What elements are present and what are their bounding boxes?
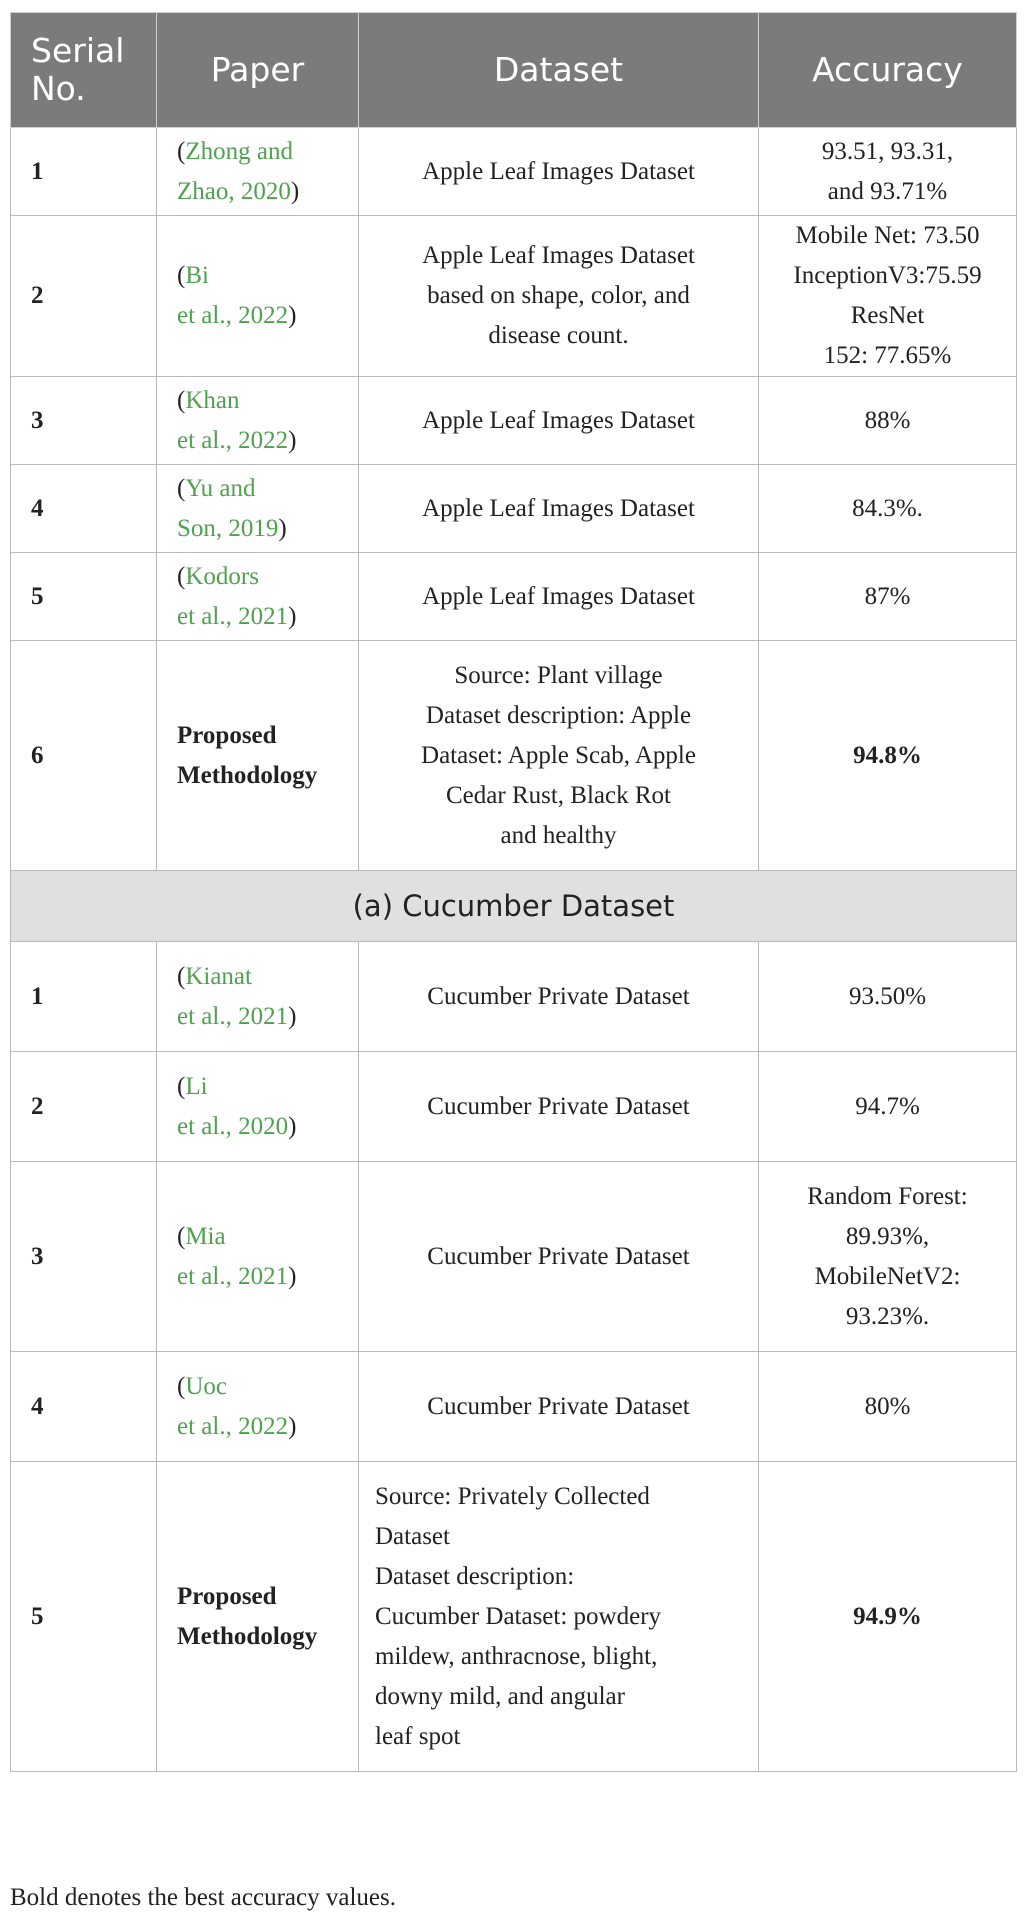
comparison-table-container <box>10 12 1016 1772</box>
dataset-cell: Apple Leaf Images Dataset <box>359 553 759 641</box>
citation-link[interactable]: et al., 2022 <box>177 1412 289 1440</box>
citation-link[interactable]: et al., 2020 <box>177 1112 289 1140</box>
citation-link[interactable]: Li <box>185 1072 208 1100</box>
section-row <box>11 871 1017 942</box>
accuracy-cell: Mobile Net: 73.50 InceptionV3:75.59 ResNet 152: 77.65% <box>759 216 1017 377</box>
table-row <box>11 128 1017 216</box>
citation-link[interactable]: Kianat <box>185 962 252 990</box>
table-row <box>11 1462 1017 1772</box>
serial-cell: 4 <box>11 1352 157 1462</box>
dataset-cell: Apple Leaf Images Dataset based on shape, color, and disease count. <box>359 216 759 377</box>
citation-link[interactable]: et al., 2021 <box>177 1262 289 1290</box>
paper-cell: Proposed Methodology <box>157 1462 359 1772</box>
dataset-cell: Apple Leaf Images Dataset <box>359 465 759 553</box>
accuracy-cell: 94.7% <box>759 1052 1017 1162</box>
accuracy-cell: 87% <box>759 553 1017 641</box>
paper-cell: (Kianat et al., 2021) <box>157 942 359 1052</box>
table-row <box>11 465 1017 553</box>
dataset-cell: Apple Leaf Images Dataset <box>359 128 759 216</box>
table-row <box>11 641 1017 871</box>
accuracy-cell: 84.3%. <box>759 465 1017 553</box>
serial-cell: 2 <box>11 1052 157 1162</box>
serial-cell: 1 <box>11 942 157 1052</box>
table-row <box>11 1352 1017 1462</box>
dataset-cell: Cucumber Private Dataset <box>359 1052 759 1162</box>
accuracy-cell: 93.50% <box>759 942 1017 1052</box>
table-row <box>11 377 1017 465</box>
accuracy-cell-best: 94.8% <box>759 641 1017 871</box>
citation-link[interactable]: Bi <box>185 262 209 289</box>
citation-link[interactable]: Zhao, 2020 <box>177 177 291 205</box>
accuracy-cell: 88% <box>759 377 1017 465</box>
header-serial-line1: Serial <box>31 31 125 70</box>
header-serial-line2: No. <box>31 69 86 108</box>
serial-cell: 5 <box>11 553 157 641</box>
dataset-cell: Source: Plant village Dataset description: Apple Dataset: Apple Scab, Apple Cedar Rust, Black Rot and healthy <box>359 641 759 871</box>
header-dataset: Dataset <box>359 13 759 128</box>
header-paper: Paper <box>157 13 359 128</box>
accuracy-cell-best: 94.9% <box>759 1462 1017 1772</box>
paper-cell: (Mia et al., 2021) <box>157 1162 359 1352</box>
serial-cell: 2 <box>11 216 157 377</box>
serial-cell: 3 <box>11 1162 157 1352</box>
citation-link[interactable]: Son, 2019 <box>177 514 279 542</box>
table-row <box>11 1052 1017 1162</box>
citation-link[interactable]: Uoc <box>185 1372 227 1400</box>
header-serial <box>11 13 157 128</box>
serial-cell: 5 <box>11 1462 157 1772</box>
table-row <box>11 1162 1017 1352</box>
paper-cell: Proposed Methodology <box>157 641 359 871</box>
paper-cell: (Uoc et al., 2022) <box>157 1352 359 1462</box>
citation-link[interactable]: Yu and <box>185 474 256 502</box>
serial-cell: 3 <box>11 377 157 465</box>
table-footnote: Bold denotes the best accuracy values. <box>10 1884 396 1911</box>
serial-cell: 1 <box>11 128 157 216</box>
citation-link[interactable]: et al., 2022 <box>177 426 289 454</box>
section-title: (a) Cucumber Dataset <box>11 871 1017 942</box>
serial-cell: 6 <box>11 641 157 871</box>
serial-cell: 4 <box>11 465 157 553</box>
citation-link[interactable]: Kodors <box>185 562 259 590</box>
dataset-cell: Cucumber Private Dataset <box>359 942 759 1052</box>
dataset-cell: Apple Leaf Images Dataset <box>359 377 759 465</box>
table-row <box>11 216 1017 377</box>
dataset-cell: Cucumber Private Dataset <box>359 1162 759 1352</box>
paper-cell: (Kodors et al., 2021) <box>157 553 359 641</box>
header-row <box>11 13 1017 128</box>
dataset-cell: Source: Privately Collected Dataset Dataset description: Cucumber Dataset: powdery mildew, anthracnose, blight, downy mild, and angular leaf spot <box>359 1462 759 1772</box>
table-row <box>11 553 1017 641</box>
comparison-table <box>10 12 1017 1772</box>
citation-link[interactable]: et al., 2021 <box>177 1002 289 1030</box>
accuracy-cell: 80% <box>759 1352 1017 1462</box>
citation-link[interactable]: Mia <box>185 1222 226 1250</box>
paper-cell: (Khan et al., 2022) <box>157 377 359 465</box>
header-accuracy: Accuracy <box>759 13 1017 128</box>
paper-cell: (Yu and Son, 2019) <box>157 465 359 553</box>
citation-link[interactable]: et al., 2021 <box>177 602 289 630</box>
dataset-cell: Cucumber Private Dataset <box>359 1352 759 1462</box>
paper-cell: (Li et al., 2020) <box>157 1052 359 1162</box>
citation-link[interactable]: et al., 2022 <box>177 302 289 329</box>
citation-link[interactable]: Khan <box>185 386 240 414</box>
accuracy-cell: Random Forest: 89.93%, MobileNetV2: 93.23%. <box>759 1162 1017 1352</box>
paper-cell: (Bi et al., 2022) <box>157 216 359 377</box>
accuracy-cell: 93.51, 93.31, and 93.71% <box>759 128 1017 216</box>
paper-cell: (Zhong and Zhao, 2020) <box>157 128 359 216</box>
citation-link[interactable]: Zhong and <box>185 137 293 165</box>
table-row <box>11 942 1017 1052</box>
